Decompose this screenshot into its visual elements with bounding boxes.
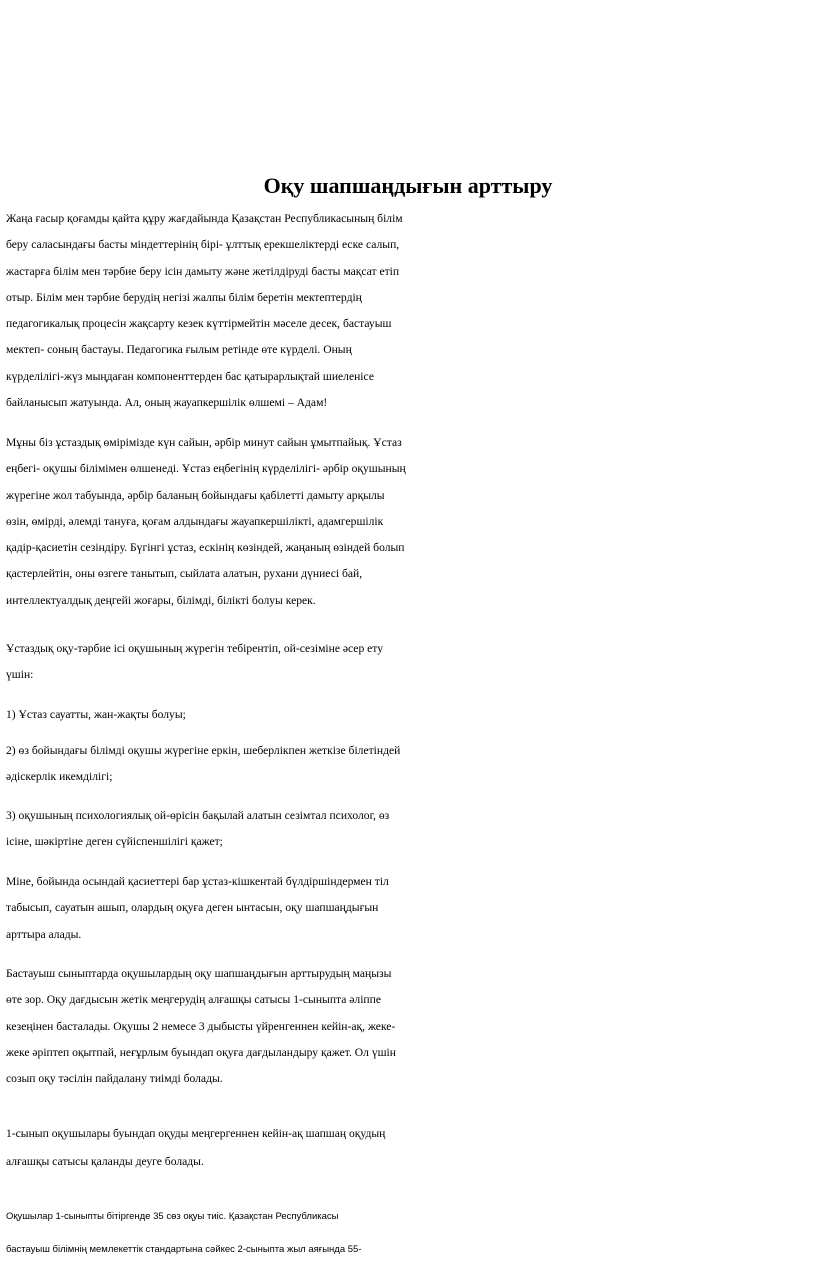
text-line: ісіне, шәкіртіне деген сүйіспеншілігі қажет;: [6, 835, 223, 849]
text-line: байланысып жатуында. Ал, оның жауапкершілік өлшемі – Адам!: [6, 396, 328, 410]
text-line: еңбегі- оқушы білімімен өлшенеді. Ұстаз еңбегінің күрделілігі- әрбір оқушының: [6, 462, 406, 476]
paragraph-2: [6, 430, 814, 614]
list-item-2: [6, 738, 814, 791]
text-line: өзін, өмірді, әлемді тануға, қоғам алдындағы жауапкершілікті, адамгершілік: [6, 514, 384, 528]
text-line: отыр. Білім мен тәрбие берудің негізі жалпы білім беретін мектептердің: [6, 290, 362, 304]
text-line: педагогикалық процесін жақсарту кезек күттірмейтін мәселе десек, бастауыш: [6, 317, 392, 331]
text-line: Міне, бойында осындай қасиеттері бар ұстаз-кішкентай бүлдіршіндермен тіл: [6, 875, 389, 888]
text-line: 1-сынып оқушылары буындап оқуды меңгергеннен кейін-ақ шапшаң оқудың: [6, 1127, 386, 1140]
paragraph-4: [6, 869, 814, 948]
paragraph-6: [6, 1120, 814, 1176]
text-line: 1) Ұстаз сауатты, жан-жақты болуы;: [6, 708, 186, 721]
text-line: Ұстаздық оқу-тәрбие ісі оқушының жүрегін тебірентіп, ой-сезіміне әсер ету: [6, 642, 384, 655]
text-line: күрделілігі-жүз мыңдаған компоненттерден бас қатырарлықтай шиеленісе: [6, 369, 374, 383]
text-line: Жаңа ғасыр қоғамды қайта құру жағдайында Қазақстан Республикасының білім: [6, 212, 403, 225]
text-line: жүрегіне жол табуында, әрбір баланың бойындағы қабілетті дамыту арқылы: [6, 488, 385, 502]
text-line: беру саласындағы басты міндеттерінің бірі- ұлттық ерекшеліктерді еске салып,: [6, 238, 400, 252]
text-line: қадір-қасиетін сезіндіру. Бүгінгі ұстаз, ескінің көзіндей, жаңаның өзіндей болып: [6, 541, 405, 555]
text-line: созып оқу тәсілін пайдалану тиімді болады.: [6, 1072, 223, 1086]
list-item-3: [6, 803, 814, 856]
text-line: кезеңінен басталады. Оқушы 2 немесе 3 дыбысты үйренгеннен кейін-ақ, жеке-: [6, 1019, 396, 1033]
text-line: 3) оқушының психологиялық ой-өрісін бақылай алатын сезімтал психолог, өз: [6, 809, 390, 822]
text-line: алғашқы сатысы қаланды деуге болады.: [6, 1155, 204, 1168]
text-line: 2) өз бойындағы білімді оқушы жүрегіне еркін, шеберлікпен жеткізе білетіндей: [6, 744, 401, 757]
list-item-1: [6, 702, 814, 728]
text-line: жеке әріптеп оқытпай, неғұрлым буындап оқуға дағдыландыру қажет. Ол үшін: [6, 1045, 396, 1059]
paragraph-3: [6, 636, 814, 689]
text-line: үшін:: [6, 668, 34, 682]
document-title: Оқу шапшаңдығын арттыру: [263, 173, 553, 198]
paragraph-7: [6, 1200, 814, 1266]
text-line: Оқушылар 1-сыныпты бітіргенде 35 сөз оқуы тиіс. Қазақстан Республикасы: [6, 1211, 339, 1222]
text-line: мектеп- соның бастауы. Педагогика ғылым ретінде өте күрделі. Оның: [6, 343, 352, 357]
text-line: қастерлейтін, оны өзгеге танытып, сыйлата алатын, рухани дүниесі бай,: [6, 567, 363, 581]
text-line: бастауыш білімнің мемлекеттік стандартына сәйкес 2-сыныпта жыл аяғында 55-: [6, 1244, 362, 1255]
text-line: Бастауыш сыныптарда оқушылардың оқу шапшаңдығын арттырудың маңызы: [6, 967, 392, 980]
text-line: Мұны біз ұстаздық өмірімізде күн сайын, әрбір минут сайын ұмытпайық. Ұстаз: [6, 436, 402, 449]
text-line: табысып, сауатын ашып, олардың оқуға деген ынтасын, оқу шапшаңдығын: [6, 901, 379, 915]
text-line: әдіскерлік икемділігі;: [6, 770, 113, 784]
text-line: өте зор. Оқу дағдысын жетік меңгерудің алғашқы сатысы 1-сыныпта әліппе: [6, 993, 381, 1007]
paragraph-1: [6, 206, 814, 416]
paragraph-5: [6, 961, 814, 1092]
text-line: арттыра алады.: [6, 927, 82, 941]
text-line: интеллектуалдық деңгейі жоғары, білімді, білікті болуы керек.: [6, 593, 316, 607]
text-line: жастарға білім мен тәрбие беру ісін дамыту және жетілдіруді басты мақсат етіп: [6, 264, 400, 278]
